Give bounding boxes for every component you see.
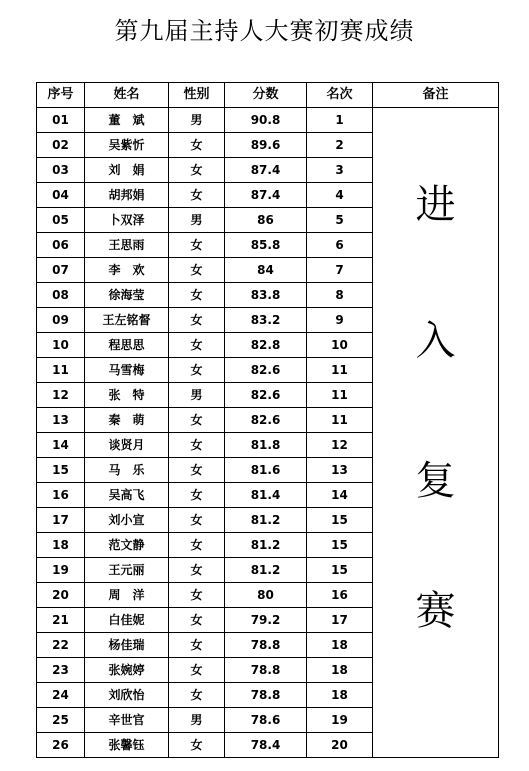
cell-rank: 7 [307,258,373,283]
cell-name: 吴紫忻 [85,133,169,158]
cell-gender: 男 [169,108,225,133]
cell-seq: 02 [37,133,85,158]
cell-seq: 01 [37,108,85,133]
cell-seq: 11 [37,358,85,383]
cell-score: 87.4 [225,183,307,208]
cell-score: 82.6 [225,358,307,383]
cell-name: 董 斌 [85,108,169,133]
cell-seq: 14 [37,433,85,458]
cell-gender: 女 [169,583,225,608]
cell-name: 周 洋 [85,583,169,608]
cell-name: 杨佳瑞 [85,633,169,658]
cell-gender: 女 [169,358,225,383]
cell-name: 张婉婷 [85,658,169,683]
table-row [37,108,499,133]
header-score: 分数 [225,83,307,108]
cell-score: 83.8 [225,283,307,308]
cell-seq: 15 [37,458,85,483]
cell-rank: 19 [307,708,373,733]
cell-name: 马雪梅 [85,358,169,383]
cell-name: 张馨钰 [85,733,169,758]
cell-rank: 11 [307,383,373,408]
cell-rank: 4 [307,183,373,208]
cell-rank: 13 [307,458,373,483]
cell-gender: 男 [169,708,225,733]
cell-name: 王思雨 [85,233,169,258]
remark-char: 进 [415,182,456,228]
cell-score: 82.8 [225,333,307,358]
remark-char: 复 [415,458,456,504]
cell-seq: 13 [37,408,85,433]
cell-rank: 17 [307,608,373,633]
cell-gender: 女 [169,508,225,533]
cell-score: 81.8 [225,433,307,458]
cell-gender: 女 [169,183,225,208]
cell-name: 王元丽 [85,558,169,583]
cell-score: 78.8 [225,658,307,683]
cell-seq: 04 [37,183,85,208]
cell-rank: 11 [307,358,373,383]
cell-gender: 女 [169,608,225,633]
cell-gender: 女 [169,333,225,358]
cell-gender: 女 [169,233,225,258]
cell-gender: 女 [169,658,225,683]
header-rank: 名次 [307,83,373,108]
cell-seq: 26 [37,733,85,758]
remark-text [373,121,498,744]
cell-score: 78.4 [225,733,307,758]
cell-rank: 15 [307,533,373,558]
cell-score: 89.6 [225,133,307,158]
cell-name: 徐海莹 [85,283,169,308]
remark-cell [373,108,499,758]
cell-rank: 18 [307,633,373,658]
cell-name: 谈贤月 [85,433,169,458]
remark-char: 赛 [415,588,456,634]
cell-gender: 男 [169,383,225,408]
cell-seq: 07 [37,258,85,283]
cell-rank: 9 [307,308,373,333]
score-table [36,82,499,758]
cell-seq: 20 [37,583,85,608]
cell-seq: 24 [37,683,85,708]
cell-name: 刘 娟 [85,158,169,183]
cell-score: 86 [225,208,307,233]
cell-gender: 女 [169,158,225,183]
cell-rank: 8 [307,283,373,308]
cell-seq: 18 [37,533,85,558]
cell-rank: 11 [307,408,373,433]
cell-name: 秦 萌 [85,408,169,433]
cell-gender: 女 [169,408,225,433]
cell-score: 78.8 [225,683,307,708]
cell-rank: 15 [307,558,373,583]
cell-seq: 05 [37,208,85,233]
cell-name: 张 特 [85,383,169,408]
cell-rank: 1 [307,108,373,133]
cell-name: 刘欣怡 [85,683,169,708]
cell-seq: 17 [37,508,85,533]
cell-name: 王左铭督 [85,308,169,333]
cell-gender: 女 [169,683,225,708]
cell-gender: 女 [169,308,225,333]
cell-score: 81.2 [225,558,307,583]
cell-gender: 女 [169,533,225,558]
cell-score: 78.6 [225,708,307,733]
cell-score: 78.8 [225,633,307,658]
cell-rank: 20 [307,733,373,758]
cell-seq: 21 [37,608,85,633]
cell-seq: 08 [37,283,85,308]
cell-seq: 23 [37,658,85,683]
cell-rank: 18 [307,683,373,708]
cell-gender: 女 [169,433,225,458]
cell-score: 90.8 [225,108,307,133]
cell-rank: 10 [307,333,373,358]
cell-gender: 女 [169,258,225,283]
cell-gender: 女 [169,733,225,758]
cell-score: 80 [225,583,307,608]
cell-seq: 19 [37,558,85,583]
cell-rank: 15 [307,508,373,533]
cell-score: 81.4 [225,483,307,508]
cell-name: 李 欢 [85,258,169,283]
cell-score: 84 [225,258,307,283]
cell-gender: 女 [169,633,225,658]
cell-score: 87.4 [225,158,307,183]
cell-score: 81.2 [225,533,307,558]
cell-rank: 14 [307,483,373,508]
header-seq: 序号 [37,83,85,108]
cell-name: 白佳妮 [85,608,169,633]
cell-score: 83.2 [225,308,307,333]
cell-gender: 男 [169,208,225,233]
cell-gender: 女 [169,283,225,308]
header-remark: 备注 [373,83,499,108]
cell-name: 范文静 [85,533,169,558]
cell-name: 马 乐 [85,458,169,483]
cell-gender: 女 [169,133,225,158]
cell-score: 81.2 [225,508,307,533]
cell-rank: 12 [307,433,373,458]
cell-rank: 18 [307,658,373,683]
cell-seq: 06 [37,233,85,258]
cell-name: 胡邦娟 [85,183,169,208]
cell-score: 79.2 [225,608,307,633]
cell-seq: 12 [37,383,85,408]
cell-seq: 25 [37,708,85,733]
cell-seq: 09 [37,308,85,333]
table-header-row [37,83,499,108]
cell-rank: 5 [307,208,373,233]
cell-seq: 10 [37,333,85,358]
header-gender: 性别 [169,83,225,108]
cell-gender: 女 [169,558,225,583]
cell-name: 刘小宣 [85,508,169,533]
cell-gender: 女 [169,458,225,483]
cell-gender: 女 [169,483,225,508]
cell-rank: 16 [307,583,373,608]
header-name: 姓名 [85,83,169,108]
cell-name: 卜双泽 [85,208,169,233]
cell-name: 程思思 [85,333,169,358]
cell-seq: 16 [37,483,85,508]
cell-rank: 2 [307,133,373,158]
cell-score: 81.6 [225,458,307,483]
cell-rank: 3 [307,158,373,183]
cell-name: 吴高飞 [85,483,169,508]
cell-seq: 03 [37,158,85,183]
cell-rank: 6 [307,233,373,258]
cell-score: 82.6 [225,408,307,433]
remark-char: 入 [415,318,456,364]
cell-score: 85.8 [225,233,307,258]
cell-score: 82.6 [225,383,307,408]
page-title: 第九届主持人大赛初赛成绩 [114,17,415,45]
cell-seq: 22 [37,633,85,658]
cell-name: 辛世官 [85,708,169,733]
